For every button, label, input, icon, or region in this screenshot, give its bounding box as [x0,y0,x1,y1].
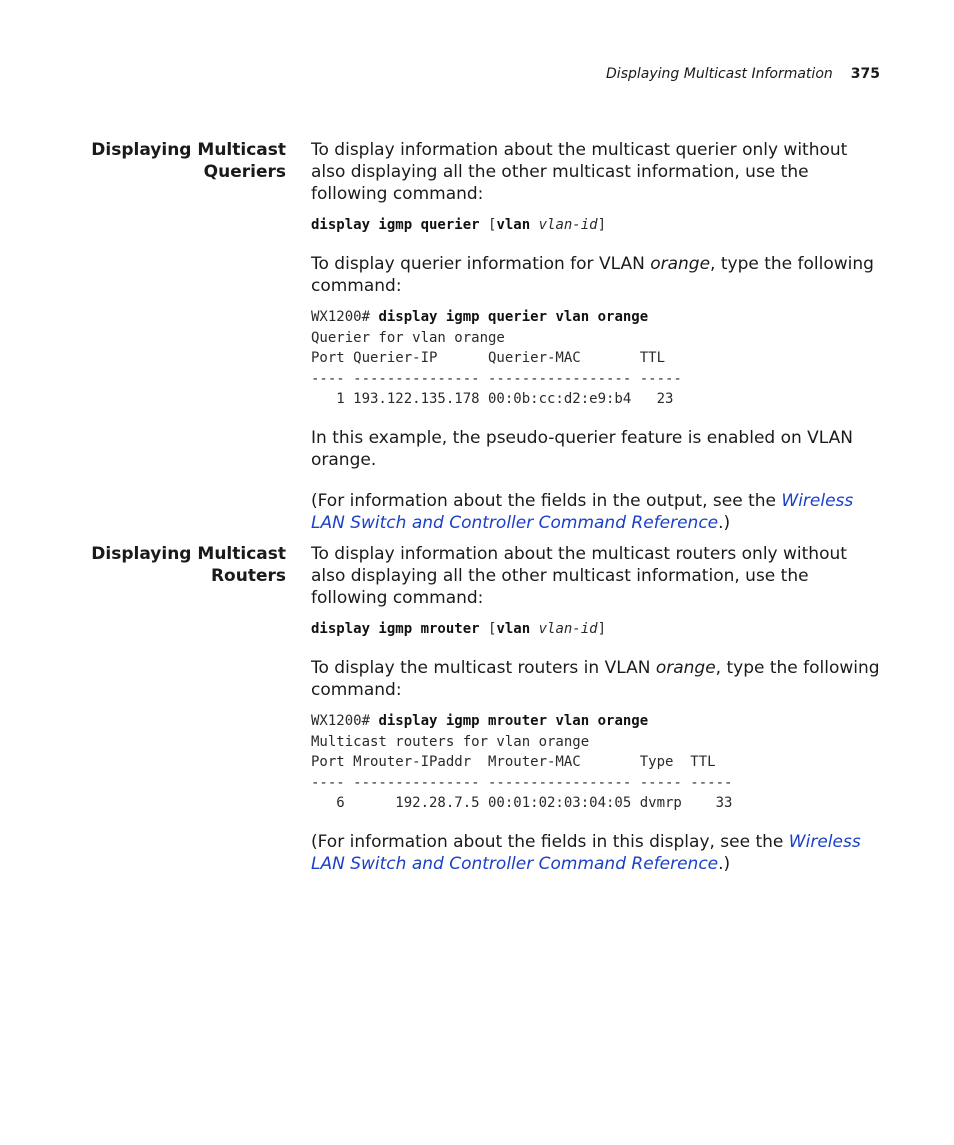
command-output [311,307,881,409]
reference-link[interactable]: Wireless LAN Switch and Controller Command Reference [311,491,854,534]
syntax-bracket-close: ] [597,621,607,637]
heading-line-1: Displaying Multicast [91,544,286,564]
syntax-keyword: vlan [496,217,531,233]
page-number: 375 [850,66,880,82]
output-line: ---- --------------- ----------------- ----- ----- [311,774,733,791]
example-text-end: , type the following command: [311,254,874,297]
cli-command: display igmp querier vlan orange [378,309,649,326]
cli-prompt: WX1200# [311,713,379,730]
reference-paragraph [311,831,881,875]
example-vlan-name: orange [655,658,716,679]
intro-paragraph: To display information about the multicast querier only without also displaying all the other multicast information, use the following command: [311,140,848,204]
syntax-bracket-open: [ [479,217,497,233]
command-syntax [311,215,881,235]
running-header-title: Displaying Multicast Information [606,66,833,82]
example-vlan-name: orange [650,254,711,275]
note-paragraph: In this example, the pseudo-querier feature is enabled on VLAN orange. [311,428,854,471]
cli-prompt: WX1200# [311,309,379,326]
syntax-bracket-open: [ [479,621,497,637]
reference-text: (For information about the fields in this display, see the [311,832,789,853]
syntax-bracket-close: ] [597,217,607,233]
heading-line-1: Displaying Multicast [91,140,286,160]
section-body-queriers [311,139,881,534]
syntax-command: display igmp querier [311,217,480,233]
syntax-argument: vlan-id [538,217,598,233]
example-paragraph [311,253,881,297]
output-line: 1 193.122.135.178 00:0b:cc:d2:e9:b4 23 [311,391,674,408]
output-line: Port Querier-IP Querier-MAC TTL [311,350,666,367]
reference-paragraph [311,490,881,534]
intro-paragraph: To display information about the multicast routers only without also displaying all the other multicast information, use the following command: [311,544,847,608]
cli-command: display igmp mrouter vlan orange [378,713,649,730]
output-line: ---- --------------- ----------------- ----- [311,370,682,387]
syntax-argument: vlan-id [538,621,598,637]
syntax-space [530,217,538,233]
running-header [606,66,880,82]
reference-link[interactable]: Wireless LAN Switch and Controller Command Reference [311,832,861,875]
syntax-keyword: vlan [496,621,531,637]
heading-line-2: Queriers [203,162,286,182]
heading-line-2: Routers [210,566,286,586]
section-body-routers [311,543,881,875]
output-line: Port Mrouter-IPaddr Mrouter-MAC Type TTL [311,754,716,771]
syntax-command: display igmp mrouter [311,621,480,637]
example-paragraph [311,657,881,701]
reference-text: (For information about the fields in the output, see the [311,491,782,512]
example-text: To display the multicast routers in VLAN [311,658,656,679]
output-line: 6 192.28.7.5 00:01:02:03:04:05 dvmrp 33 [311,795,733,812]
output-line: Multicast routers for vlan orange [311,733,590,750]
output-line: Querier for vlan orange [311,329,505,346]
example-text: To display querier information for VLAN [311,254,651,275]
section-heading-queriers [66,139,286,183]
syntax-space [530,621,538,637]
example-text-end: , type the following command: [311,658,880,701]
reference-text-end: .) [718,854,731,875]
command-output [311,711,881,813]
reference-text-end: .) [718,513,731,534]
command-syntax [311,619,881,639]
section-heading-routers [66,543,286,587]
